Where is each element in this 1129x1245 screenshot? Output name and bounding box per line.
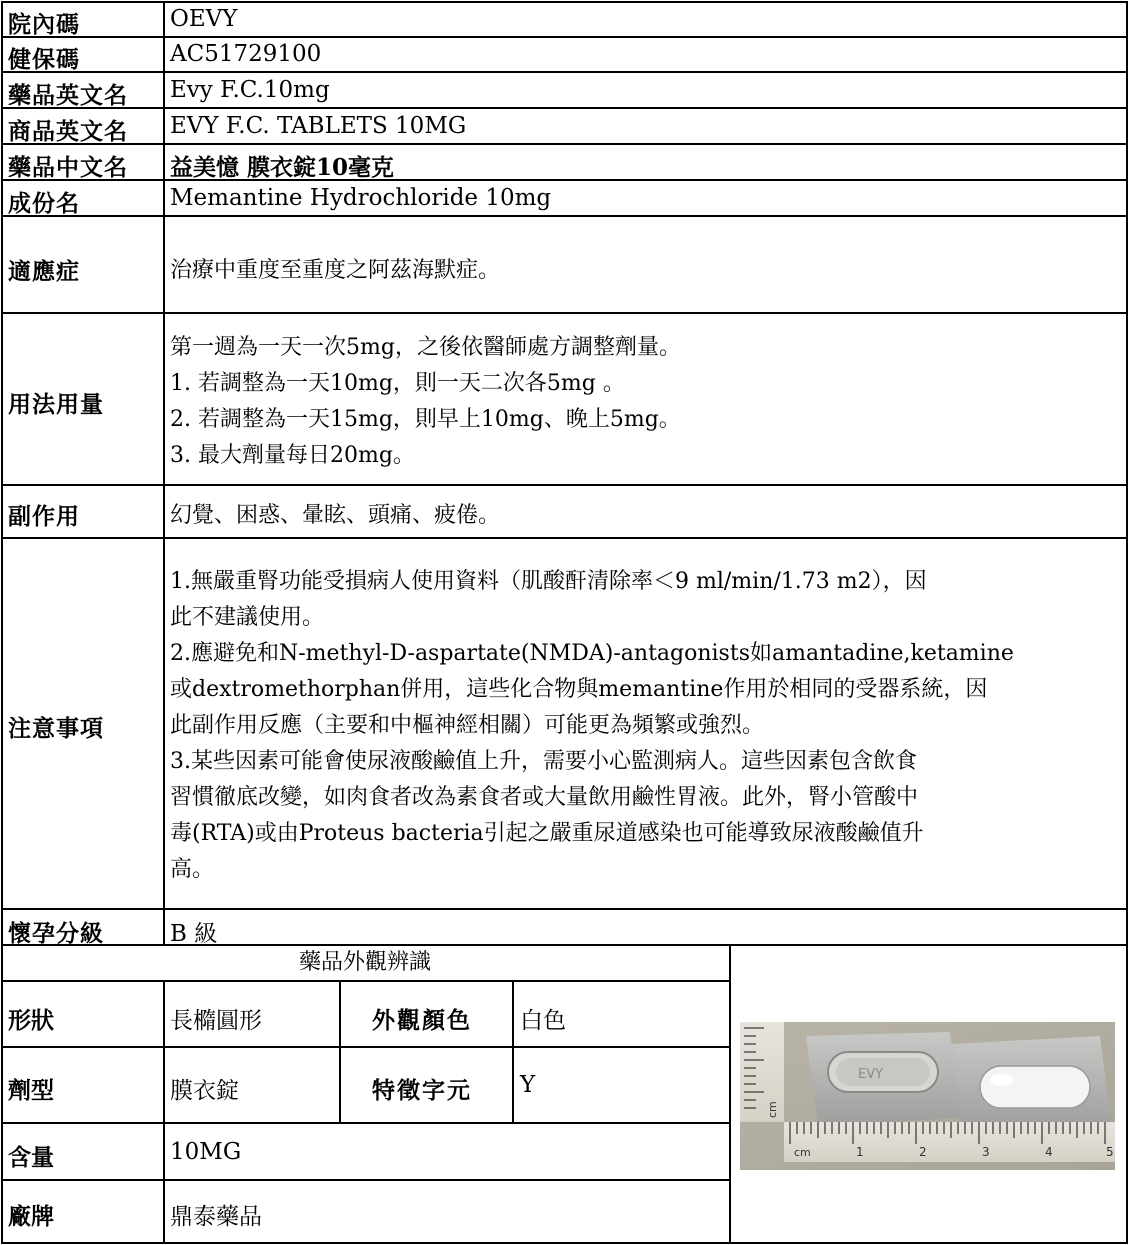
ruler-tick-label: 4 [1045, 1145, 1053, 1159]
ingredient-label: 成份名 [8, 190, 80, 217]
side-effects-value: 幻覺、困惑、暈眩、頭痛、疲倦。 [170, 503, 501, 528]
precautions-line: 此副作用反應（主要和中樞神經相關）可能更為頻繁或強烈。 [170, 713, 765, 738]
ruler-tick-label: 5 [1106, 1145, 1114, 1159]
ruler-tick-label: 1 [856, 1145, 864, 1159]
brand-en-value: EVY F.C. TABLETS 10MG [170, 113, 467, 139]
precautions-line: 或dextromethorphan併用，這些化合物與memantine作用於相同的受器系統，因 [170, 677, 988, 702]
hospital-code-label: 院內碼 [8, 11, 80, 38]
shape-value: 長橢圓形 [170, 1008, 262, 1034]
drug-zh-label: 藥品中文名 [8, 154, 128, 181]
pregnancy-label: 懷孕分級 [8, 920, 104, 947]
marking-value: Y [520, 1072, 536, 1098]
manufacturer-value: 鼎泰藥品 [170, 1204, 262, 1230]
indication-label: 適應症 [8, 258, 80, 285]
drug-zh-value: 益美憶 膜衣錠10毫克 [170, 154, 395, 181]
precautions-line: 高。 [170, 857, 215, 882]
color-label: 外觀顏色 [372, 1007, 472, 1034]
precautions-line: 3.某些因素可能會使尿液酸鹼值上升，需要小心監測病人。這些因素包含飲食 [170, 749, 917, 774]
precautions-line: 1.無嚴重腎功能受損病人使用資料（肌酸酐清除率＜9 ml/min/1.73 m2），因 [170, 569, 927, 594]
precautions-line: 2.應避免和N-methyl-D-aspartate(NMDA)-antagonists如amantadine,ketamine [170, 641, 1014, 666]
precautions-text [170, 564, 1014, 888]
appearance-header: 藥品外觀辨識 [298, 950, 431, 975]
pill-photo [740, 1022, 1115, 1170]
precautions-line: 毒(RTA)或由Proteus bacteria引起之嚴重尿道感染也可能導致尿液酸鹼值升 [170, 821, 924, 846]
vertical-ruler-unit: cm [766, 1101, 779, 1118]
precautions-line: 習慣徹底改變，如肉食者改為素食者或大量飲用鹼性胃液。此外，腎小管酸中 [170, 785, 919, 810]
nhi-code-value: AC51729100 [170, 41, 322, 67]
color-value: 白色 [520, 1008, 566, 1034]
drug-en-label: 藥品英文名 [8, 82, 128, 109]
dosage-line: 3. 最大劑量每日20mg。 [170, 443, 415, 468]
ruler-tick-label: 2 [919, 1145, 927, 1159]
indication-value: 治療中重度至重度之阿茲海默症。 [170, 258, 501, 283]
side-effects-label: 副作用 [8, 503, 80, 530]
dosage-line: 2. 若調整為一天15mg，則早上10mg、晚上5mg。 [170, 407, 681, 432]
marking-label: 特徵字元 [372, 1077, 472, 1104]
dosage-text [170, 330, 681, 474]
shape-label: 形狀 [8, 1007, 54, 1034]
dosage-label: 用法用量 [8, 391, 104, 418]
form-label: 劑型 [8, 1077, 54, 1104]
horizontal-ruler [784, 1122, 1115, 1162]
nhi-code-label: 健保碼 [8, 46, 80, 73]
ingredient-value: Memantine Hydrochloride 10mg [170, 185, 552, 211]
precautions-line: 此不建議使用。 [170, 605, 325, 630]
precautions-label: 注意事項 [8, 715, 104, 742]
ruler-tick-label: 3 [982, 1145, 990, 1159]
ruler-unit: cm [794, 1146, 811, 1159]
manufacturer-label: 廠牌 [8, 1203, 54, 1230]
tablet-right [980, 1066, 1090, 1108]
strength-value: 10MG [170, 1139, 242, 1165]
hospital-code-value: OEVY [170, 6, 238, 32]
strength-label: 含量 [8, 1144, 54, 1171]
brand-en-label: 商品英文名 [8, 118, 128, 145]
dosage-line: 1. 若調整為一天10mg，則一天二次各5mg 。 [170, 371, 625, 396]
form-value: 膜衣錠 [170, 1078, 239, 1104]
dosage-line: 第一週為一天一次5mg，之後依醫師處方調整劑量。 [170, 335, 681, 360]
drug-en-value: Evy F.C.10mg [170, 77, 330, 103]
pregnancy-value: B 級 [170, 921, 218, 947]
tablet-imprint: EVY [858, 1067, 884, 1082]
